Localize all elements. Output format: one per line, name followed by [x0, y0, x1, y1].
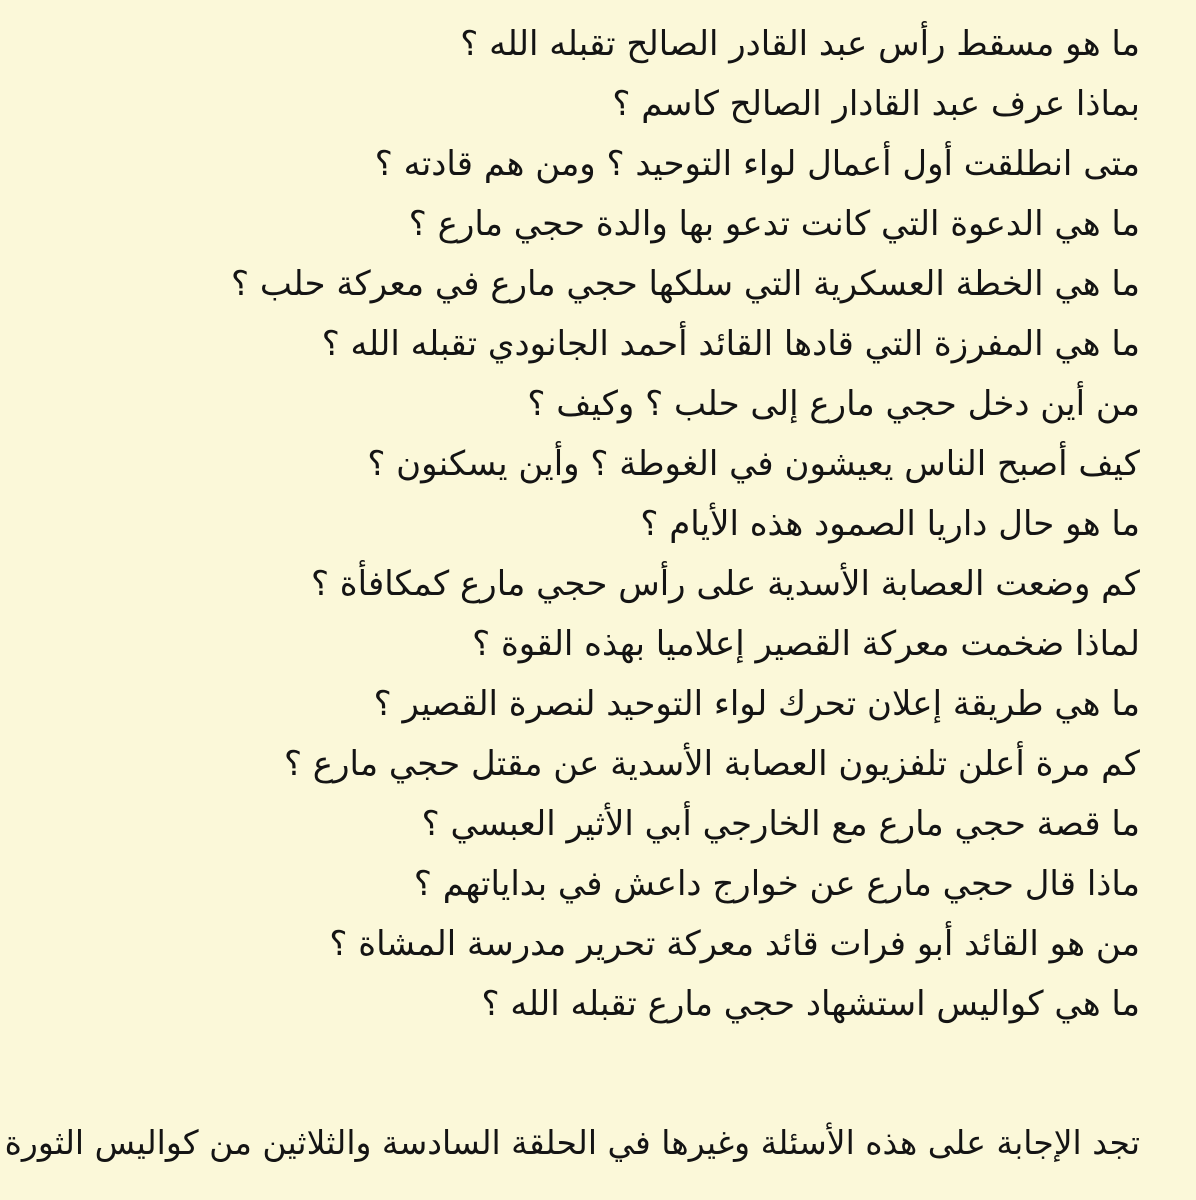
question-line: كيف أصبح الناس يعيشون في الغوطة ؟ وأين يسكنون ؟ [367, 444, 1140, 484]
question-line: ما هي طريقة إعلان تحرك لواء التوحيد لنصرة القصير ؟ [373, 684, 1140, 724]
question-line: بماذا عرف عبد القادار الصالح كاسم ؟ [612, 84, 1140, 124]
question-line: ماذا قال حجي مارع عن خوارج داعش في بداياتهم ؟ [413, 864, 1140, 904]
question-line: كم وضعت العصابة الأسدية على رأس حجي مارع كمكافأة ؟ [310, 564, 1140, 604]
questions-list [20, 14, 1140, 1034]
footer-note: تجد الإجابة على هذه الأسئلة وغيرها في الحلقة السادسة والثلاثين من كواليس الثورة [4, 1123, 1140, 1162]
question-line: متى انطلقت أول أعمال لواء التوحيد ؟ ومن هم قادته ؟ [374, 144, 1140, 184]
question-line: ما هو مسقط رأس عبد القادر الصالح تقبله الله ؟ [460, 24, 1140, 64]
question-line: من هو القائد أبو فرات قائد معركة تحرير مدرسة المشاة ؟ [329, 924, 1140, 964]
question-line: ما هو حال داريا الصمود هذه الأيام ؟ [640, 504, 1140, 544]
question-line: ما هي الخطة العسكرية التي سلكها حجي مارع في معركة حلب ؟ [231, 264, 1140, 304]
question-line: ما هي كواليس استشهاد حجي مارع تقبله الله ؟ [481, 984, 1140, 1024]
question-line: لماذا ضخمت معركة القصير إعلاميا بهذه القوة ؟ [472, 624, 1140, 664]
question-line: من أين دخل حجي مارع إلى حلب ؟ وكيف ؟ [527, 384, 1140, 424]
question-line: كم مرة أعلن تلفزيون العصابة الأسدية عن مقتل حجي مارع ؟ [283, 744, 1140, 784]
question-line: ما هي الدعوة التي كانت تدعو بها والدة حجي مارع ؟ [408, 204, 1140, 244]
question-line: ما قصة حجي مارع مع الخارجي أبي الأثير العبسي ؟ [421, 804, 1140, 844]
question-line: ما هي المفرزة التي قادها القائد أحمد الجانودي تقبله الله ؟ [321, 324, 1140, 364]
